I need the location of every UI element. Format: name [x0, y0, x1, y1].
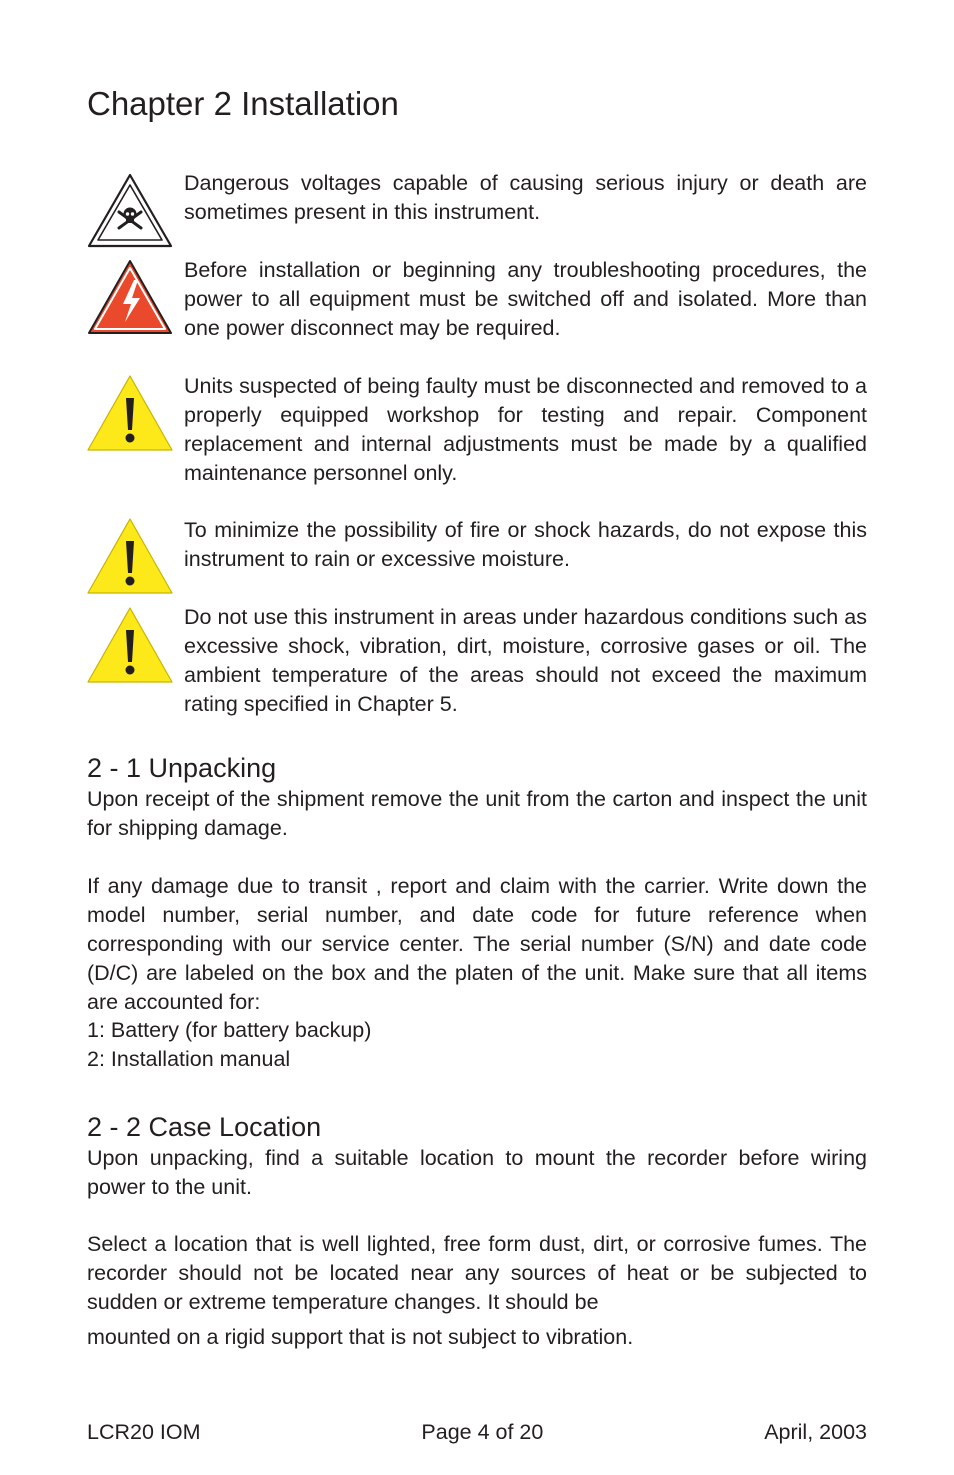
section-heading-unpacking: 2 - 1 Unpacking — [87, 753, 277, 783]
list-item: 1: Battery (for battery backup) — [87, 1018, 372, 1042]
warning-faulty-units: Units suspected of being faulty must be disconnected and removed to a properly equipped workshop for testing and repair. Component replacement and internal adjustments must be made by a qualified maintenance personnel only. — [184, 374, 867, 485]
case-location-paragraph-1: Upon unpacking, find a suitable location to mount the recorder before wiring power to the unit. — [87, 1146, 867, 1199]
footer-page-number: Page 4 of 20 — [421, 1420, 544, 1444]
case-location-paragraph-2: Select a location that is well lighted, free form dust, dirt, or corrosive fumes. The recorder should not be located near any sources of heat or be subjected to sudden or extreme temperature changes. It should be — [87, 1232, 867, 1314]
case-location-paragraph-2-last-line: mounted on a rigid support that is not subject to vibration. — [87, 1325, 634, 1349]
caution-exclamation-icon — [86, 517, 174, 595]
page-title: Chapter 2 Installation — [87, 85, 399, 122]
warning-hazardous-areas: Do not use this instrument in areas under hazardous conditions such as excessive shock, vibration, dirt, moisture, corrosive gases or oil. The ambient temperature of the areas should not exceed the maximum rating specified in Chapter 5. — [184, 605, 867, 716]
list-item: 2: Installation manual — [87, 1047, 291, 1071]
footer-date: April, 2003 — [764, 1420, 867, 1444]
footer-doc-id: LCR20 IOM — [87, 1420, 201, 1444]
page-footer — [87, 1418, 867, 1447]
skull-crossbones-warning-icon — [86, 172, 174, 249]
section-heading-case-location: 2 - 2 Case Location — [87, 1112, 322, 1142]
warning-power-off: Before installation or beginning any troubleshooting procedures, the power to all equipment must be switched off and isolated. More than one power disconnect may be required. — [184, 258, 867, 340]
unpacking-paragraph-2: If any damage due to transit , report and claim with the carrier. Write down the model number, serial number, and date code for future reference when corresponding with our service center. The serial number (S/N) and date code (D/C) are labeled on the box and the platen of the unit. Make sure that all items are accounted for: — [87, 874, 867, 1014]
warning-fire-shock: To minimize the possibility of fire or shock hazards, do not expose this instrument to rain or excessive moisture. — [184, 518, 867, 571]
unpacking-paragraph-1: Upon receipt of the shipment remove the unit from the carton and inspect the unit for shipping damage. — [87, 787, 867, 840]
caution-exclamation-icon — [86, 374, 174, 452]
warning-danger-voltage: Dangerous voltages capable of causing serious injury or death are sometimes present in this instrument. — [184, 171, 867, 224]
high-voltage-warning-icon — [86, 258, 174, 336]
caution-exclamation-icon — [86, 606, 174, 684]
